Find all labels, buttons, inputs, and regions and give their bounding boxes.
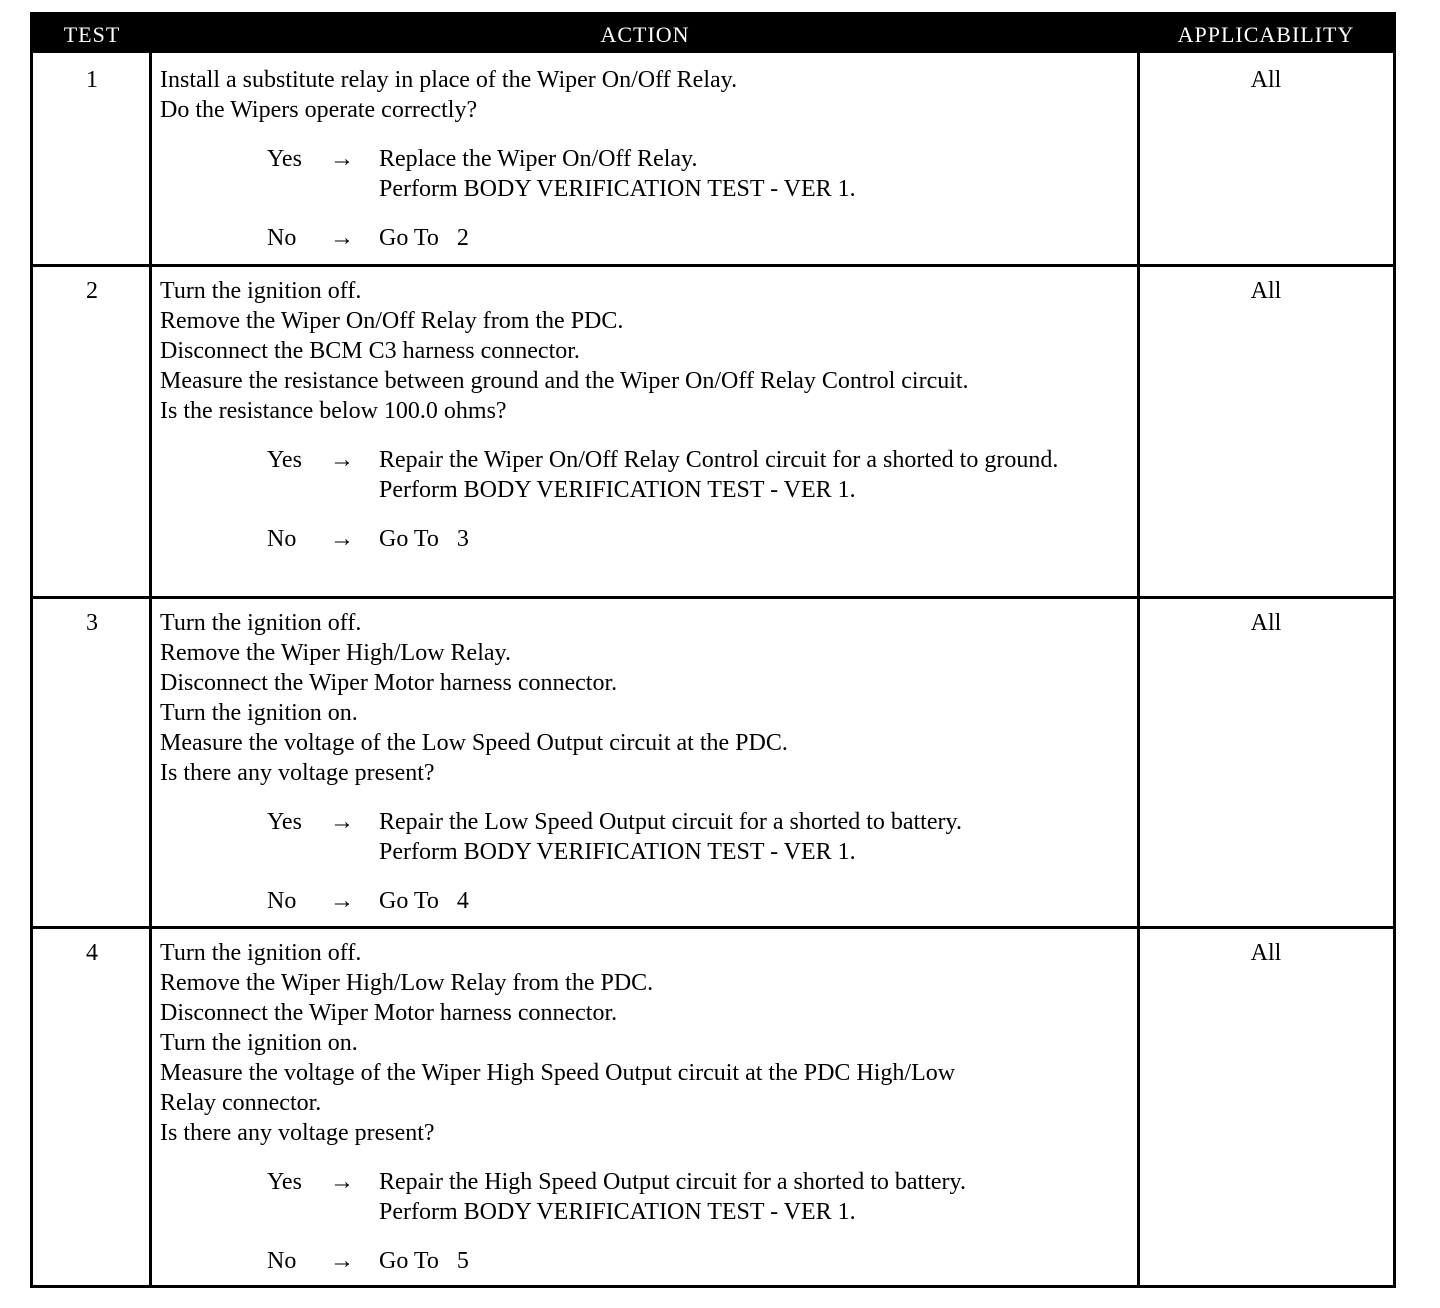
action-step: Measure the voltage of the Wiper High Speed Output circuit at the PDC High/Low — [160, 1060, 956, 1086]
applicability-value: All — [1250, 278, 1282, 304]
applicability-value: All — [1250, 610, 1282, 636]
no-text: Go To 5 — [379, 1248, 469, 1274]
action-steps — [160, 65, 1132, 125]
applicability-value: All — [1250, 940, 1282, 966]
action-cell — [160, 608, 1132, 916]
arrow-icon: → — [330, 526, 354, 552]
no-label: No — [267, 888, 297, 914]
no-response — [160, 886, 1132, 916]
row-divider — [33, 264, 1393, 267]
yes-text — [379, 445, 1132, 505]
action-step: Do the Wipers operate correctly? — [160, 97, 478, 123]
diagnostic-test-table — [30, 12, 1396, 1288]
yes-line: Replace the Wiper On/Off Relay. — [379, 146, 698, 172]
yes-line: Perform BODY VERIFICATION TEST - VER 1. — [379, 1199, 856, 1225]
arrow-icon: → — [330, 1169, 354, 1195]
no-response — [160, 1246, 1132, 1276]
action-step: Remove the Wiper High/Low Relay from the PDC. — [160, 970, 654, 996]
action-cell — [160, 276, 1132, 554]
yes-line: Repair the Wiper On/Off Relay Control circuit for a shorted to ground. — [379, 447, 1059, 473]
action-step: Relay connector. — [160, 1090, 322, 1116]
no-text: Go To 3 — [379, 526, 469, 552]
action-cell — [160, 65, 1132, 253]
action-step: Remove the Wiper High/Low Relay. — [160, 640, 511, 666]
no-response — [160, 524, 1132, 554]
yes-label: Yes — [267, 809, 302, 835]
action-step: Turn the ignition off. — [160, 278, 362, 304]
table-header — [33, 15, 1393, 53]
header-action: ACTION — [600, 22, 690, 47]
yes-line: Repair the High Speed Output circuit for a shorted to battery. — [379, 1169, 966, 1195]
action-step: Disconnect the BCM C3 harness connector. — [160, 338, 580, 364]
arrow-icon: → — [330, 1248, 354, 1274]
arrow-icon: → — [330, 447, 354, 473]
action-steps — [160, 608, 1132, 788]
test-number: 2 — [86, 278, 98, 304]
action-steps — [160, 938, 1132, 1148]
applicability-value: All — [1250, 67, 1282, 93]
action-step: Turn the ignition off. — [160, 610, 362, 636]
yes-line: Perform BODY VERIFICATION TEST - VER 1. — [379, 839, 856, 865]
yes-text — [379, 144, 1132, 204]
yes-response — [160, 144, 1132, 204]
no-text: Go To 4 — [379, 888, 469, 914]
yes-response — [160, 445, 1132, 505]
row-divider — [33, 926, 1393, 929]
action-step: Is there any voltage present? — [160, 760, 435, 786]
arrow-icon: → — [330, 809, 354, 835]
test-number: 3 — [86, 610, 98, 636]
action-step: Disconnect the Wiper Motor harness connector. — [160, 670, 618, 696]
yes-line: Perform BODY VERIFICATION TEST - VER 1. — [379, 176, 856, 202]
yes-line: Perform BODY VERIFICATION TEST - VER 1. — [379, 477, 856, 503]
action-step: Turn the ignition off. — [160, 940, 362, 966]
column-divider — [1137, 53, 1140, 1285]
no-text: Go To 2 — [379, 225, 469, 251]
yes-text — [379, 807, 1132, 867]
yes-label: Yes — [267, 447, 302, 473]
action-step: Disconnect the Wiper Motor harness connector. — [160, 1000, 618, 1026]
no-response — [160, 223, 1132, 253]
arrow-icon: → — [330, 146, 354, 172]
yes-response — [160, 1167, 1132, 1227]
no-label: No — [267, 225, 297, 251]
test-number: 4 — [86, 940, 98, 966]
action-step: Turn the ignition on. — [160, 700, 358, 726]
arrow-icon: → — [330, 888, 354, 914]
yes-text — [379, 1167, 1132, 1227]
no-label: No — [267, 526, 297, 552]
action-cell — [160, 938, 1132, 1276]
yes-label: Yes — [267, 146, 302, 172]
column-divider — [149, 53, 152, 1285]
yes-response — [160, 807, 1132, 867]
test-number: 1 — [86, 67, 98, 93]
yes-label: Yes — [267, 1169, 302, 1195]
yes-line: Repair the Low Speed Output circuit for a shorted to battery. — [379, 809, 962, 835]
action-step: Turn the ignition on. — [160, 1030, 358, 1056]
action-step: Measure the resistance between ground and the Wiper On/Off Relay Control circuit. — [160, 368, 969, 394]
row-divider — [33, 596, 1393, 599]
action-step: Remove the Wiper On/Off Relay from the PDC. — [160, 308, 624, 334]
no-label: No — [267, 1248, 297, 1274]
action-step: Install a substitute relay in place of the Wiper On/Off Relay. — [160, 67, 738, 93]
header-test: TEST — [63, 22, 121, 47]
action-step: Measure the voltage of the Low Speed Output circuit at the PDC. — [160, 730, 788, 756]
action-steps — [160, 276, 1132, 426]
action-step: Is there any voltage present? — [160, 1120, 435, 1146]
action-step: Is the resistance below 100.0 ohms? — [160, 398, 507, 424]
arrow-icon: → — [330, 225, 354, 251]
header-applicability: APPLICABILITY — [1177, 22, 1355, 47]
